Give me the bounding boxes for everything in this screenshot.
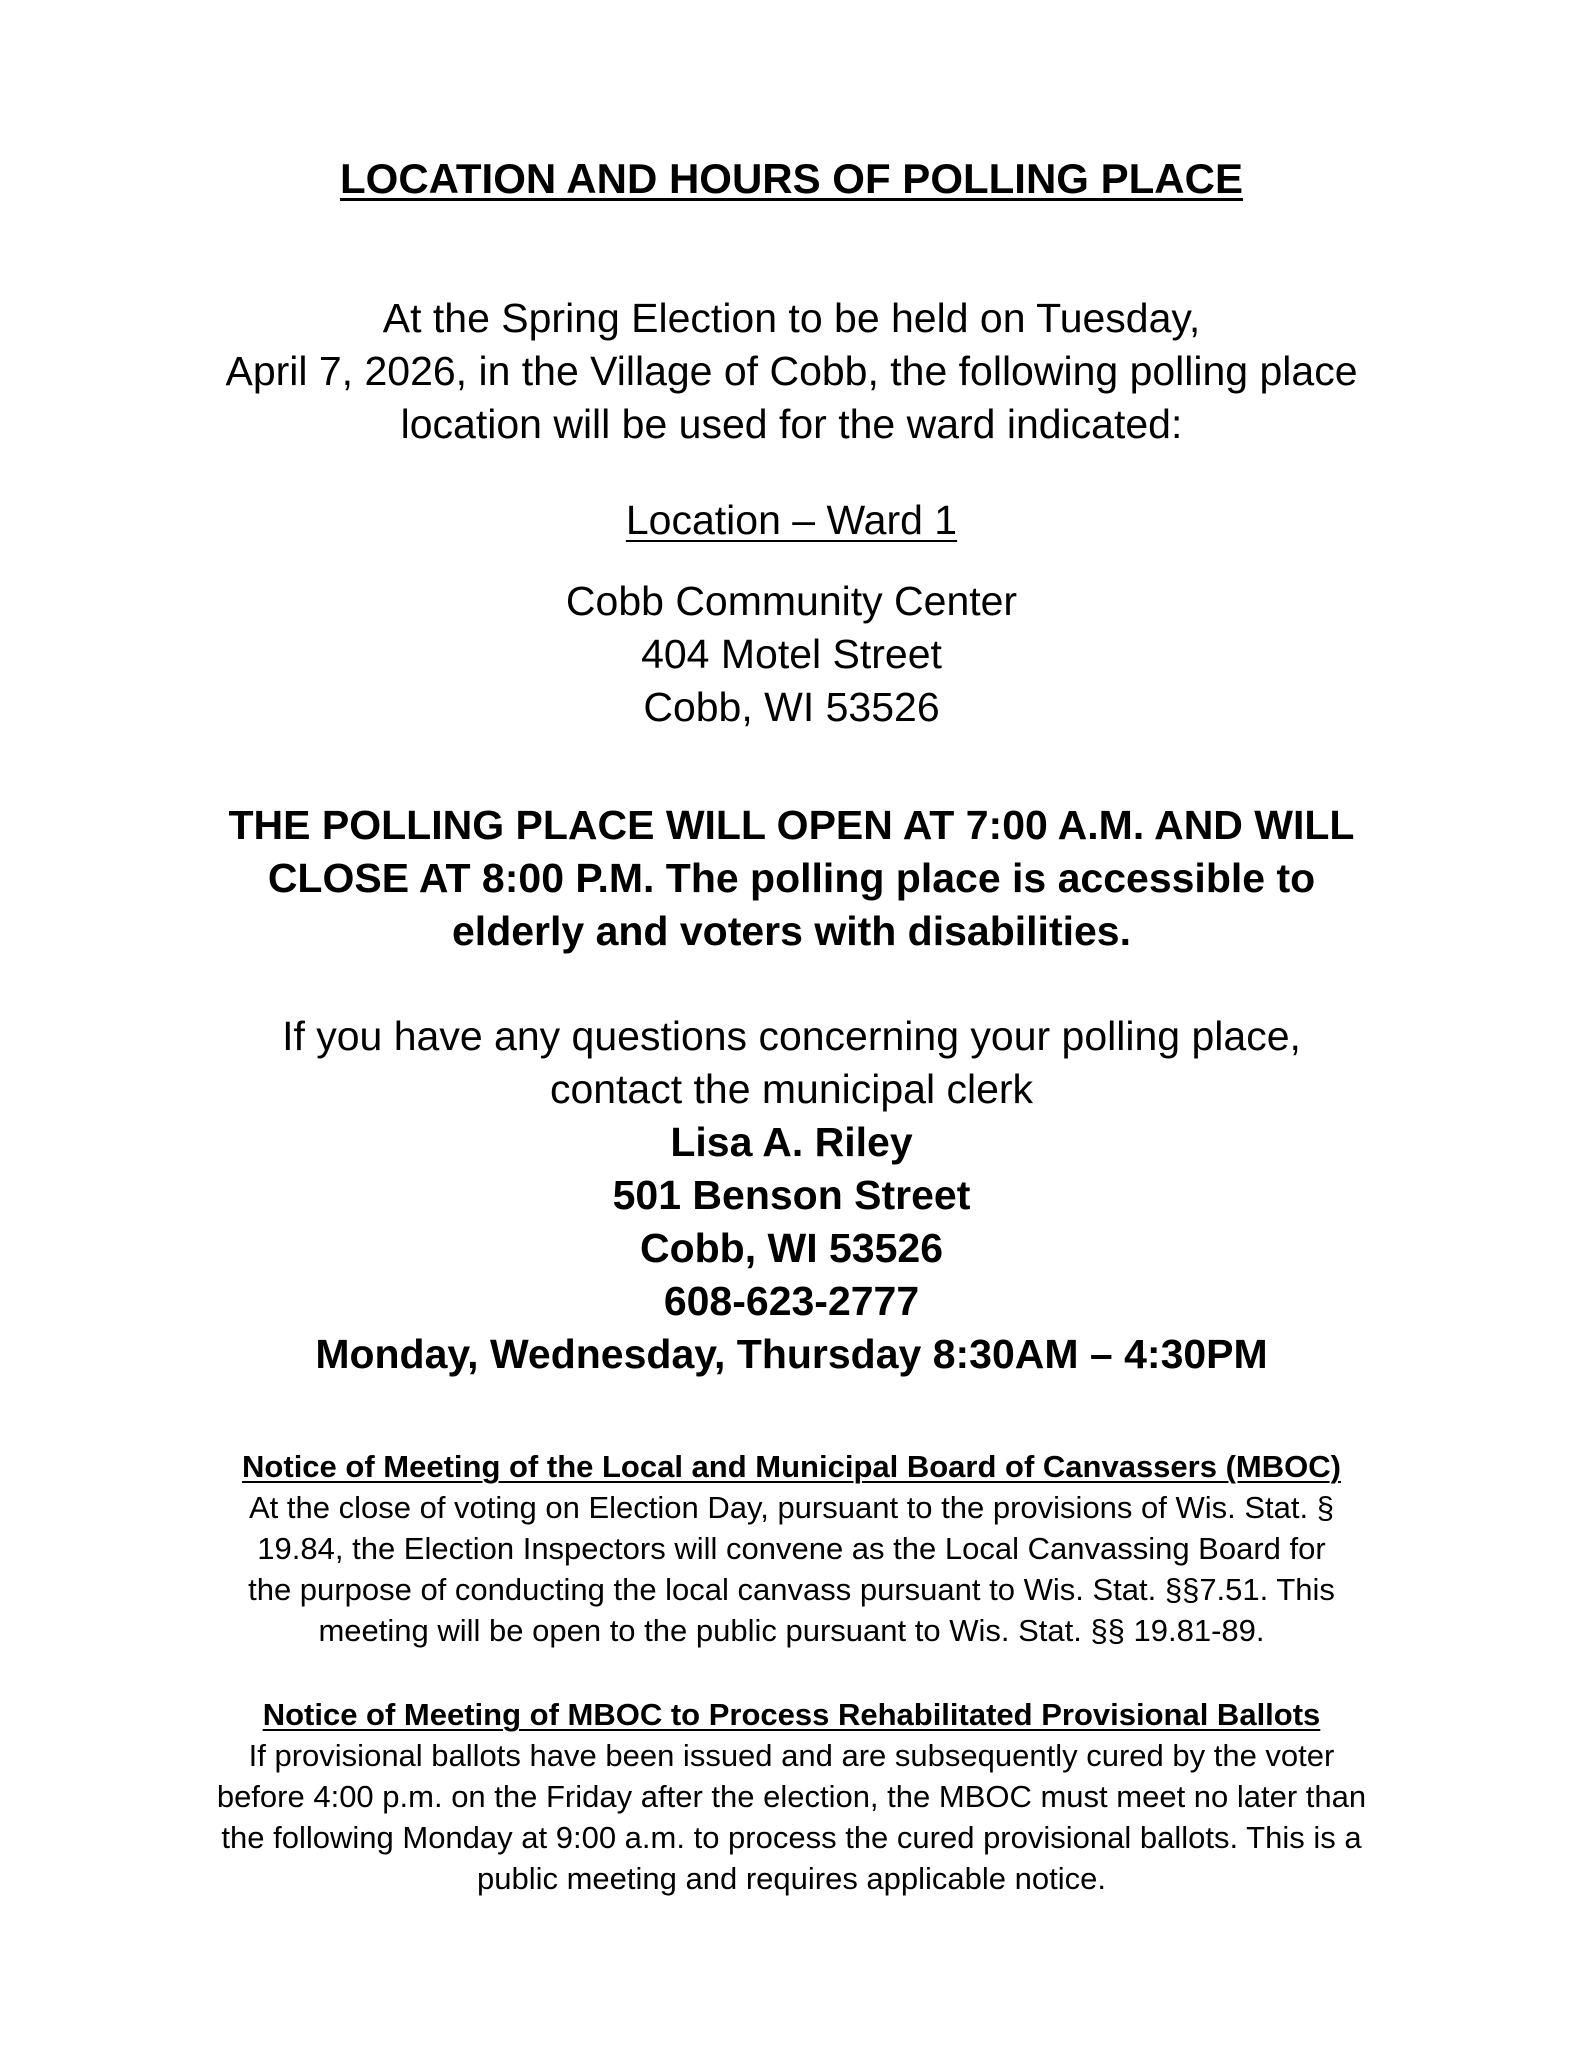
clerk-street: 501 Benson Street	[612, 1172, 971, 1218]
questions-line: contact the municipal clerk	[549, 1066, 1034, 1112]
page-title: LOCATION AND HOURS OF POLLING PLACE	[340, 155, 1243, 202]
canvassers-notice-heading: Notice of Meeting of the Local and Municipal Board of Canvassers (MBOC)	[242, 1449, 1341, 1484]
clerk-city: Cobb, WI 53526	[639, 1225, 943, 1271]
hours-line: THE POLLING PLACE WILL OPEN AT 7:00 A.M. AND WILL	[228, 802, 1355, 848]
canvassers-notice-line: 19.84, the Election Inspectors will convene as the Local Canvassing Board for	[257, 1531, 1326, 1566]
provisional-notice-line: before 4:00 p.m. on the Friday after the election, the MBOC must meet no later than	[216, 1779, 1367, 1814]
hours-line: elderly and voters with disabilities.	[452, 908, 1131, 954]
intro-line: April 7, 2026, in the Village of Cobb, the following polling place	[225, 348, 1358, 394]
canvassers-notice-line: At the close of voting on Election Day, pursuant to the provisions of Wis. Stat. §	[249, 1490, 1334, 1525]
canvassers-notice-line: the purpose of conducting the local canvass pursuant to Wis. Stat. §§7.51. This	[248, 1572, 1335, 1607]
provisional-notice-line: public meeting and requires applicable notice.	[476, 1861, 1106, 1896]
intro-line: location will be used for the ward indicated:	[400, 401, 1183, 447]
provisional-notice-line: the following Monday at 9:00 a.m. to process the cured provisional ballots. This is a	[221, 1820, 1362, 1855]
location-address-line: Cobb, WI 53526	[643, 684, 940, 730]
provisional-notice-heading: Notice of Meeting of MBOC to Process Rehabilitated Provisional Ballots	[262, 1697, 1321, 1732]
intro-line: At the Spring Election to be held on Tuesday,	[382, 295, 1201, 341]
hours-line: CLOSE AT 8:00 P.M. The polling place is accessible to	[267, 855, 1316, 901]
clerk-office-hours: Monday, Wednesday, Thursday 8:30AM – 4:30PM	[315, 1331, 1268, 1377]
provisional-notice-line: If provisional ballots have been issued and are subsequently cured by the voter	[248, 1738, 1335, 1773]
location-address-line: Cobb Community Center	[565, 578, 1018, 624]
clerk-name: Lisa A. Riley	[670, 1119, 913, 1165]
location-heading: Location – Ward 1	[625, 497, 958, 543]
location-address-line: 404 Motel Street	[641, 631, 942, 677]
clerk-phone: 608-623-2777	[663, 1278, 920, 1324]
questions-line: If you have any questions concerning your polling place,	[282, 1013, 1301, 1059]
canvassers-notice-line: meeting will be open to the public pursuant to Wis. Stat. §§ 19.81-89.	[318, 1613, 1265, 1648]
